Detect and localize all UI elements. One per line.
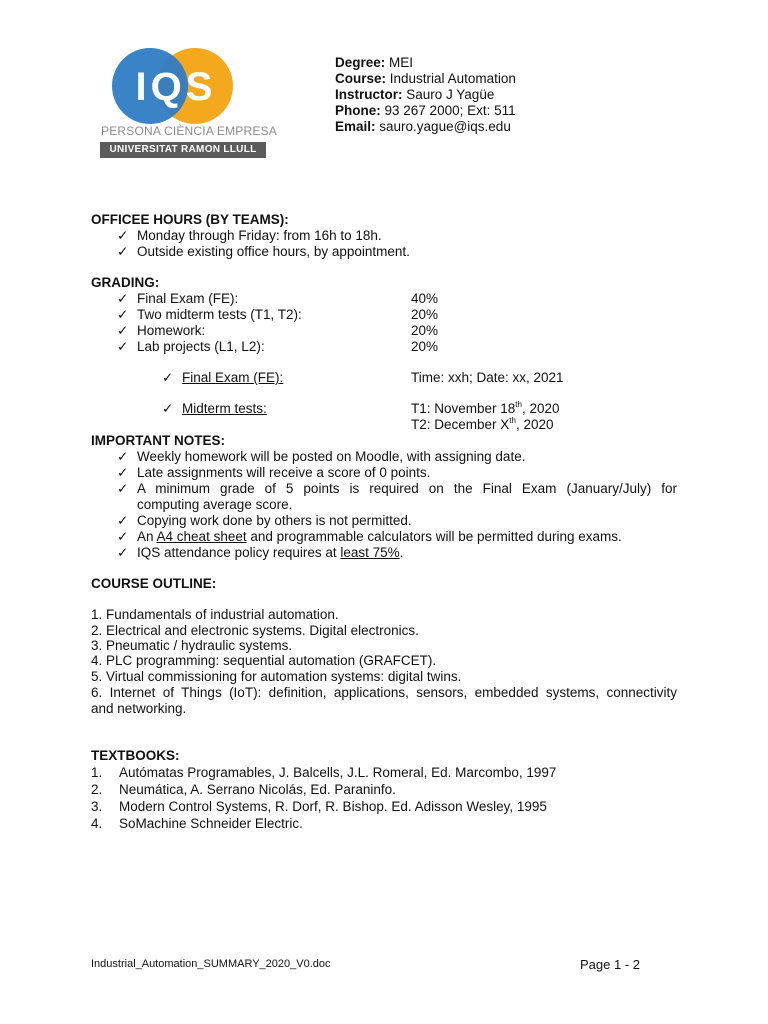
check-icon: ✓ — [117, 481, 129, 496]
iqs-logo — [98, 48, 277, 160]
degree-line: Degree: MEI — [335, 55, 414, 70]
textbook-number: 3. — [91, 799, 103, 814]
course-header — [335, 55, 516, 135]
outline-item: 4. PLC programming: sequential automation (GRAFCET). — [91, 653, 437, 668]
outline-item: 1. Fundamentals of industrial automation. — [91, 607, 339, 622]
outline-item-continued: and networking. — [91, 701, 187, 716]
note-item: Copying work done by others is not permitted. — [137, 513, 412, 528]
final-exam-date: Time: xxh; Date: xx, 2021 — [411, 370, 564, 385]
grading-item-value: 20% — [411, 307, 439, 322]
grading-item-value: 40% — [411, 291, 439, 306]
grading-item-value: 20% — [411, 339, 439, 354]
textbook-number: 2. — [91, 782, 103, 797]
course-line: Course: Industrial Automation — [335, 71, 516, 86]
grading-heading: GRADING: — [91, 275, 160, 290]
textbook-item: Modern Control Systems, R. Dorf, R. Bishop. Ed. Adisson Wesley, 1995 — [119, 799, 547, 814]
note-item: Weekly homework will be posted on Moodle, with assigning date. — [137, 449, 526, 464]
check-icon: ✓ — [117, 244, 129, 259]
textbook-item: Neumática, A. Serrano Nicolás, Ed. Paraninfo. — [119, 782, 396, 797]
note-item-cheat-sheet: An A4 cheat sheet and programmable calculators will be permitted during exams. — [137, 529, 622, 544]
midterm-label: Midterm tests: — [182, 401, 267, 416]
notes-heading: IMPORTANT NOTES: — [91, 433, 225, 448]
page-number: Page 1 - 2 — [580, 957, 640, 972]
check-icon: ✓ — [117, 291, 129, 306]
textbooks-heading: TEXTBOOKS: — [91, 748, 180, 763]
outline-item: 3. Pneumatic / hydraulic systems. — [91, 638, 293, 653]
office-hours-item: Outside existing office hours, by appointment. — [137, 244, 410, 259]
office-hours-heading: OFFICEE HOURS (BY TEAMS): — [91, 212, 289, 227]
instructor-line: Instructor: Sauro J Yagüe — [335, 87, 495, 102]
grading-item-label: Two midterm tests (T1, T2): — [137, 307, 302, 322]
check-icon: ✓ — [162, 401, 174, 416]
check-icon: ✓ — [117, 339, 129, 354]
midterm-t2-date: T2: December Xth, 2020 — [411, 416, 554, 432]
note-item-attendance: IQS attendance policy requires at least 75%. — [137, 545, 404, 560]
grading-item-label: Final Exam (FE): — [137, 291, 239, 306]
midterm-t1-date: T1: November 18th, 2020 — [411, 400, 560, 416]
office-hours-item: Monday through Friday: from 16h to 18h. — [137, 228, 382, 243]
check-icon: ✓ — [117, 228, 129, 243]
outline-item: 6. Internet of Things (IoT): definition, applications, sensors, embedded systems, connectivity — [91, 685, 677, 700]
logo-circles — [98, 48, 270, 126]
check-icon: ✓ — [117, 449, 129, 464]
logo-university: UNIVERSITAT RAMON LLULL — [100, 142, 266, 158]
final-exam-label: Final Exam (FE): — [182, 370, 284, 385]
logo-tagline: PERSONA CIÈNCIA EMPRESA — [101, 124, 277, 138]
outline-item: 2. Electrical and electronic systems. Digital electronics. — [91, 623, 419, 638]
grading-item-label: Homework: — [137, 323, 206, 338]
phone-line: Phone: 93 267 2000; Ext: 511 — [335, 103, 516, 118]
check-icon: ✓ — [117, 513, 129, 528]
footer-filename: Industrial_Automation_SUMMARY_2020_V0.doc — [91, 958, 331, 970]
outline-item: 5. Virtual commissioning for automation systems: digital twins. — [91, 669, 462, 684]
note-item: A minimum grade of 5 points is required on the Final Exam (January/July) for — [137, 481, 677, 496]
check-icon: ✓ — [117, 465, 129, 480]
outline-heading: COURSE OUTLINE: — [91, 576, 217, 591]
grading-item-label: Lab projects (L1, L2): — [137, 339, 265, 354]
check-icon: ✓ — [117, 545, 129, 560]
check-icon: ✓ — [117, 529, 129, 544]
textbook-item: SoMachine Schneider Electric. — [119, 816, 303, 831]
textbook-number: 4. — [91, 816, 103, 831]
note-item-continued: computing average score. — [137, 497, 293, 512]
check-icon: ✓ — [117, 307, 129, 322]
email-line: Email: sauro.yague@iqs.edu — [335, 119, 511, 134]
check-icon: ✓ — [162, 370, 174, 385]
check-icon: ✓ — [117, 323, 129, 338]
textbook-item: Autómatas Programables, J. Balcells, J.L. Romeral, Ed. Marcombo, 1997 — [119, 765, 557, 780]
textbook-number: 1. — [91, 765, 103, 780]
note-item: Late assignments will receive a score of 0 points. — [137, 465, 431, 480]
logo-letters: IQS — [135, 65, 217, 109]
grading-item-value: 20% — [411, 323, 439, 338]
